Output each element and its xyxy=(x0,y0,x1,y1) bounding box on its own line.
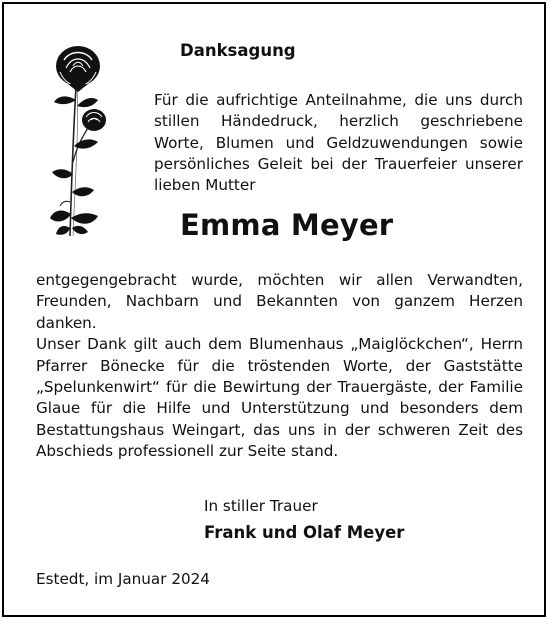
place-date: Estedt, im Januar 2024 xyxy=(36,570,210,588)
signature-names: Frank und Olaf Meyer xyxy=(204,523,405,542)
page-title: Danksagung xyxy=(180,41,296,60)
notice-frame xyxy=(2,2,546,617)
rose-icon xyxy=(46,42,118,240)
body-paragraph-1: entgegengebracht wurde, möchten wir allen Verwandten, Freunden, Nachbarn und Bekannten von ganzem Herzen danken. xyxy=(36,271,523,332)
body-paragraph-2: Unser Dank gilt auch dem Blumenhaus „Maiglöckchen“, Herrn Pfarrer Bönecke für die tröstenden Worte, der Gaststätte „Spelunkenwirt“ für die Bewirtung der Trauergäste, der Familie Glaue für die Hilfe und Unterstützung und besonders dem Bestattungshaus Weingart, das uns in der schweren Zeit des Abschieds professionell zur Seite stand. xyxy=(36,335,523,461)
deceased-name: Emma Meyer xyxy=(180,208,394,242)
signature-intro: In stiller Trauer xyxy=(204,497,318,515)
intro-paragraph xyxy=(154,90,523,196)
body-text xyxy=(36,270,523,463)
intro-text: Für die aufrichtige Anteilnahme, die uns durch stillen Händedruck, herzlich geschriebene Worte, Blumen und Geldzuwendungen sowie persönliches Geleit bei der Trauerfeier unserer lieben Mutter xyxy=(154,91,523,195)
